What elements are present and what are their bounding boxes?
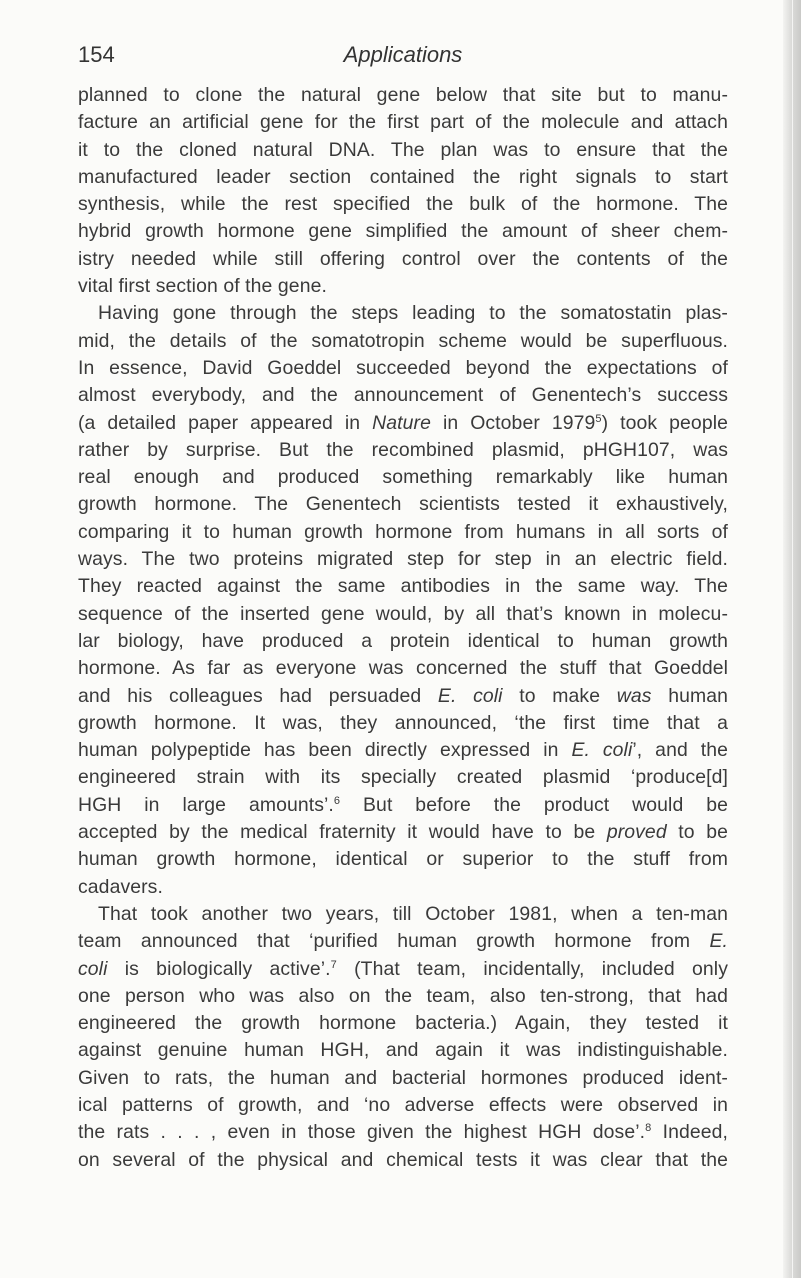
footnote-ref: 6 [333,794,341,807]
text-line [78,819,728,846]
text-run: to make [502,684,617,707]
text-line: comparing it to human growth hormone from humans in all sorts of [78,520,728,543]
text-line: lar biology, have produced a protein identical to human growth [78,629,728,652]
text-line: hybrid growth hormone gene simplified the amount of sheer chem- [78,220,728,243]
text-line: vital first section of the gene. [78,275,327,298]
text-line: growth hormone. The Genentech scientists tested it exhaustively, [78,493,728,516]
text-line [78,928,728,955]
text-line: mid, the details of the somatotropin scheme would be superfluous. [78,329,728,352]
running-head: Applications [343,42,463,67]
paragraph-1 [78,82,728,300]
text-line: engineered the growth hormone bacteria.) Again, they tested it [78,1012,728,1035]
text-line: Having gone through the steps leading to the somatostatin plas- [98,302,728,325]
emphasis: proved [606,821,667,844]
text-line: engineered strain with its specially created plasmid ‘produce[d] [78,766,728,789]
text-run: ) took people [601,411,728,434]
page-edge-highlight [792,0,793,1278]
paragraph-3 [78,901,728,1174]
text-line: They reacted against the same antibodies in the same way. The [78,575,728,598]
text-line [78,683,728,710]
text-line: cadavers. [78,875,163,898]
text-line [78,1119,728,1146]
text-line [78,956,728,983]
text-line: real enough and produced something remarkably like human [78,466,728,489]
text-line: hormone. As far as everyone was concerned the stuff that Goeddel [78,657,728,680]
text-line [78,792,728,819]
text-line: almost everybody, and the announcement of Genentech’s success [78,384,728,407]
species-name: E. [709,930,728,953]
text-line: istry needed while still offering control over the contents of the [78,247,728,270]
text-line: it to the cloned natural DNA. The plan was to ensure that the [78,138,728,161]
text-run: (a detailed paper appeared in [78,411,373,434]
text-line: That took another two years, till October 1981, when a ten-man [98,902,728,925]
text-line: ways. The two proteins migrated step for step in an electric field. [78,548,728,571]
text-line: ical patterns of growth, and ‘no adverse effects were observed in [78,1093,728,1116]
text-line: planned to clone the natural gene below that site but to manu- [78,84,728,106]
text-run: But before the product would be [340,793,728,816]
body-text [78,82,728,1174]
text-run: to be [666,821,728,844]
text-run: in October 1979 [430,411,596,434]
species-name: E. coli [571,739,633,762]
text-line: on several of the physical and chemical tests it was clear that the [78,1148,728,1171]
text-run: human [651,684,728,707]
text-line [78,410,728,437]
text-run: the rats . . . , even in those given the highest HGH dose’. [78,1121,646,1144]
text-line: human growth hormone, identical or superior to the stuff from [78,848,728,871]
text-run: accepted by the medical fraternity it would have to be [78,821,607,844]
text-run: team announced that ‘purified human growth hormone from [78,930,710,953]
paragraph-2 [78,300,728,901]
text-line: facture an artificial gene for the first part of the molecule and attach [78,111,728,134]
text-line: rather by surprise. But the recombined plasmid, pHGH107, was [78,438,728,461]
text-run: (That team, incidentally, included only [336,957,728,980]
footnote-ref: 5 [595,412,602,425]
text-line: manufactured leader section contained the right signals to start [78,165,728,188]
page-number: 154 [78,42,115,67]
text-line: one person who was also on the team, also ten-strong, that had [78,984,728,1007]
text-run: HGH in large amounts’. [78,793,334,816]
text-line: In essence, David Goeddel succeeded beyond the expectations of [78,356,728,379]
text-run: is biologically active’. [107,957,331,980]
text-run: ’, and the [632,739,728,762]
text-line [78,737,728,764]
species-name: E. coli [437,684,503,707]
text-line: Given to rats, the human and bacterial hormones produced ident- [78,1066,728,1089]
text-run: human polypeptide has been directly expressed in [78,739,572,762]
page-header [78,40,728,70]
emphasis: was [616,684,652,707]
text-run: Indeed, [651,1121,728,1144]
footnote-ref: 7 [330,958,337,971]
footnote-ref: 8 [645,1122,652,1135]
text-line: growth hormone. It was, they announced, ‘the first time that a [78,711,728,734]
species-name: coli [78,957,108,980]
journal-title: Nature [372,411,431,434]
text-run: and his colleagues had persuaded [78,684,438,707]
text-line: synthesis, while the rest specified the bulk of the hormone. The [78,193,728,216]
text-line: sequence of the inserted gene would, by all that’s known in molecu- [78,602,728,625]
text-line: against genuine human HGH, and again it was indistinguishable. [78,1039,728,1062]
